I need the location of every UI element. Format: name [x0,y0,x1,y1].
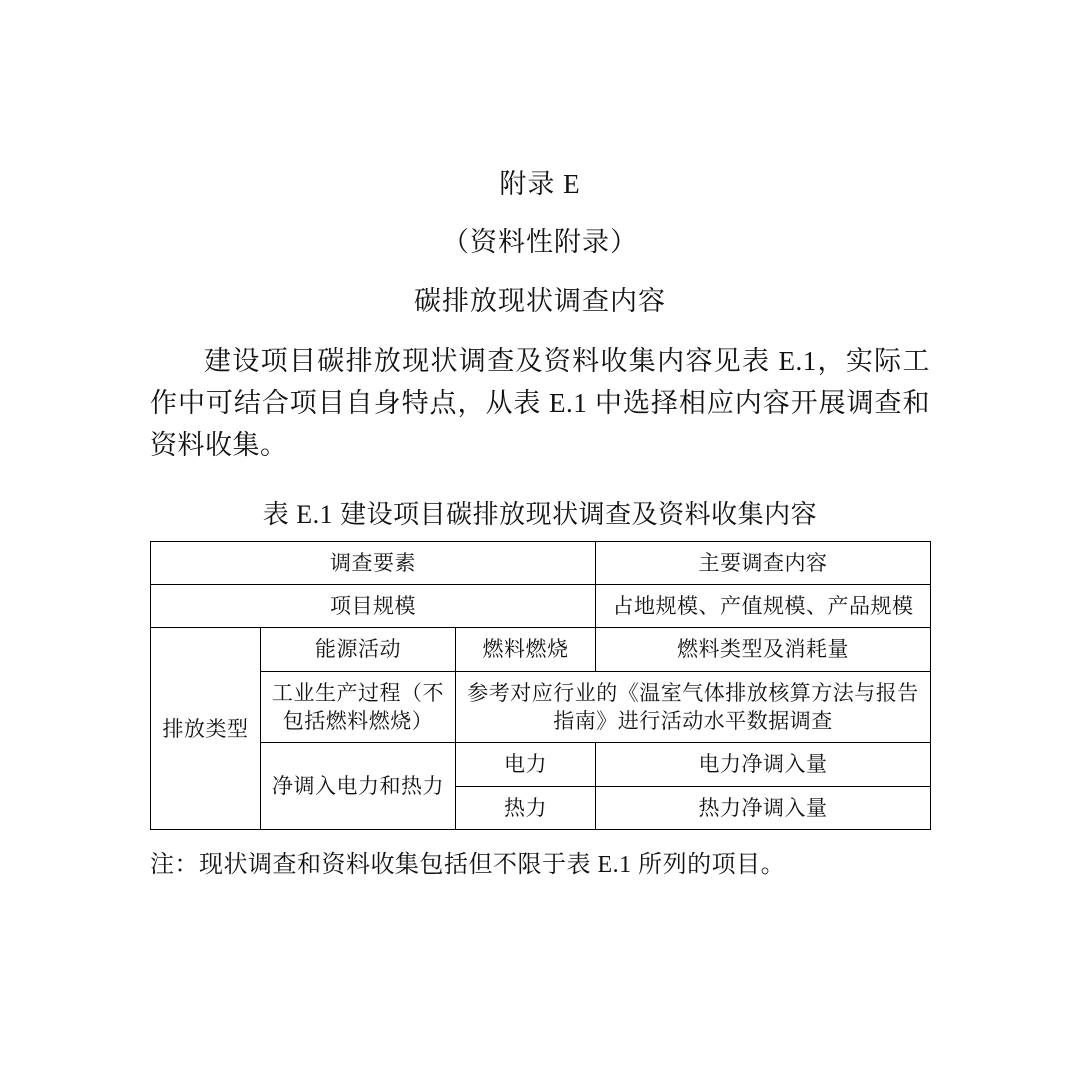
header-survey-element: 调查要素 [151,541,596,584]
cell-electricity-content: 电力净调入量 [596,743,931,786]
cell-net-purchase: 净调入电力和热力 [261,743,456,830]
table-row [151,628,931,671]
document-page [0,168,1080,1083]
appendix-heading: 碳排放现状调查内容 [414,285,666,316]
table-caption: 表 E.1 建设项目碳排放现状调查及资料收集内容 [262,499,818,529]
cell-industrial-process: 工业生产过程（不包括燃料燃烧） [261,671,456,743]
table-row [151,671,931,743]
cell-project-scale-label: 项目规模 [151,585,596,628]
survey-table [150,541,931,830]
table-row [151,541,931,584]
header-main-content: 主要调查内容 [596,541,931,584]
cell-energy-activity: 能源活动 [261,628,456,671]
table-row [151,743,931,786]
intro-paragraph: 建设项目碳排放现状调查及资料收集内容见表 E.1，实际工作中可结合项目自身特点，从表 E.1 中选择相应内容开展调查和资料收集。 [150,346,930,460]
cell-project-scale-content: 占地规模、产值规模、产品规模 [596,585,931,628]
table-row [151,585,931,628]
table-note: 注：现状调查和资料收集包括但不限于表 E.1 所列的项目。 [150,852,786,879]
cell-industrial-content: 参考对应行业的《温室气体排放核算方法与报告指南》进行活动水平数据调查 [456,671,931,743]
appendix-title: 附录 E [499,169,581,199]
appendix-subtitle: （资料性附录） [442,227,638,258]
cell-electricity: 电力 [456,743,596,786]
cell-fuel-combustion: 燃料燃烧 [456,628,596,671]
cell-emission-type-label: 排放类型 [151,628,261,830]
cell-heat-content: 热力净调入量 [596,786,931,829]
cell-heat: 热力 [456,786,596,829]
cell-fuel-content: 燃料类型及消耗量 [596,628,931,671]
